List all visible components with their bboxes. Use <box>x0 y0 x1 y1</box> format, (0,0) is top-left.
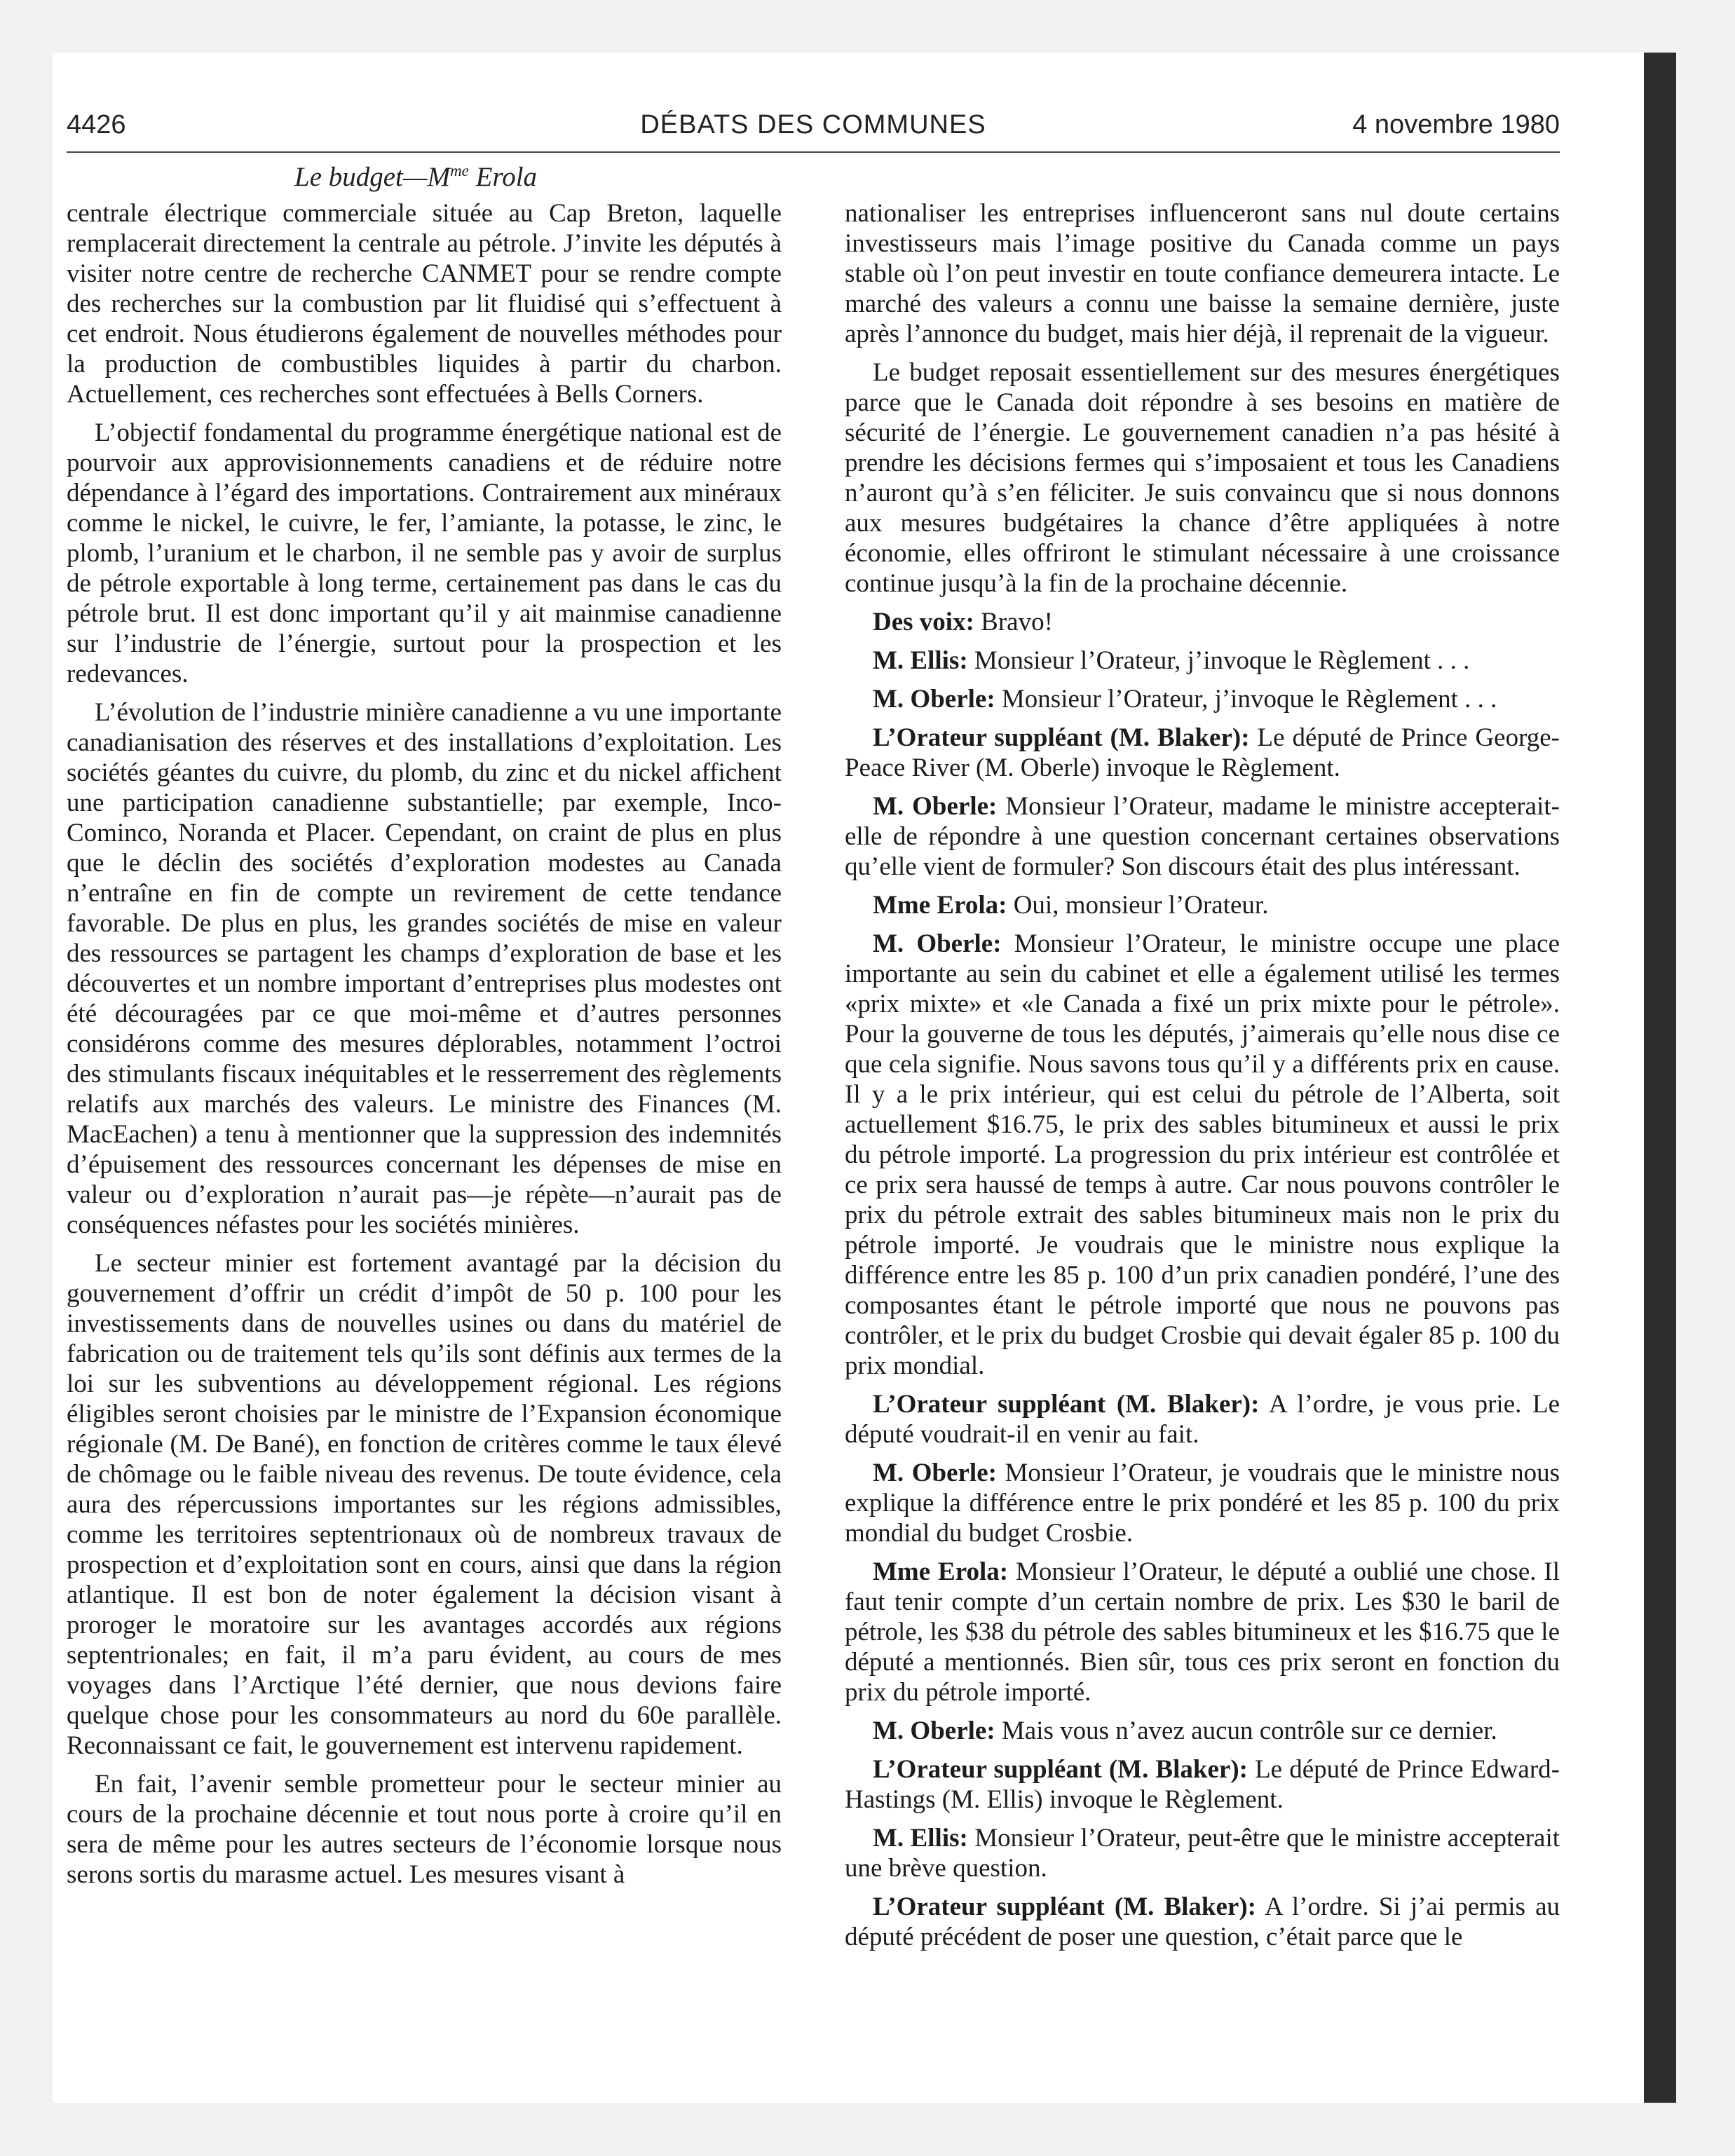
paragraph <box>845 357 1560 599</box>
speaker-name: Mme Erola: <box>873 891 1007 920</box>
intervention <box>845 1823 1560 1883</box>
speech-text: Monsieur l’Orateur, j’invoque le Règlement . . . <box>967 646 1470 675</box>
right-column <box>845 198 1560 1960</box>
running-head-suffix: Erola <box>468 162 538 192</box>
intervention <box>845 929 1560 1381</box>
intervention <box>845 791 1560 882</box>
intervention <box>845 607 1560 637</box>
speaker-name: L’Orateur suppléant (M. Blaker): <box>873 1892 1256 1921</box>
page-header <box>67 98 1560 153</box>
speech-text: nationaliser les entreprises influenceront sans nul doute certains investisseurs mais l’image positive du Canada comme un pays stable où l’on peut investir en toute confiance demeurera intacte. Le marché des valeurs a connu une baisse la semaine dernière, juste après l’annonce du budget, mais hier déjà, il reprenait de la vigueur. <box>845 199 1560 348</box>
speech-text: Monsieur l’Orateur, j’invoque le Règlement . . . <box>995 685 1497 714</box>
intervention <box>845 1389 1560 1449</box>
speech-text: Monsieur l’Orateur, je voudrais que le ministre nous explique la différence entre le prix pondéré et les 85 p. 100 du prix mondial du budget Crosbie. <box>845 1459 1560 1548</box>
scan-edge-bar <box>1644 53 1676 2103</box>
intervention <box>845 646 1560 676</box>
speech-text: A l’ordre. Si j’ai permis au député précédent de poser une question, c’était parce que le <box>845 1892 1560 1951</box>
intervention <box>845 1754 1560 1815</box>
speech-text: Monsieur l’Orateur, le député a oublié une chose. Il faut tenir compte d’un certain nombre de prix. Les $30 le baril de pétrole, les $38 du pétrole des sables bitumineux et les $16.75 que le député a mentionnés. Bien sûr, tous ces prix seront en fonction du prix du pétrole importé. <box>845 1557 1560 1707</box>
speech-text: Oui, monsieur l’Orateur. <box>1007 891 1269 920</box>
left-column <box>67 198 782 1898</box>
intervention <box>845 1557 1560 1707</box>
intervention <box>845 1716 1560 1746</box>
speaker-name: M. Oberle: <box>873 1717 995 1745</box>
page-number: 4426 <box>67 110 126 139</box>
paragraph: centrale électrique commerciale située au Cap Breton, laquelle remplacerait directement la centrale au pétrole. J’invite les députés à visiter notre centre de recherche CANMET pour se rendre compte des recherches sur la combustion par lit fluidisé qui s’effectuent à cet endroit. Nous étudierons également de nouvelles méthodes pour la production de combustibles liquides à partir du charbon. Actuellement, ces recherches sont effectuées à Bells Corners. <box>67 199 782 409</box>
speech-text: Bravo! <box>974 608 1053 636</box>
speech-text: Le budget reposait essentiellement sur des mesures énergétiques parce que le Canada doit répondre à ses besoins en matière de sécurité de l’énergie. Le gouvernement canadien n’a pas hésité à prendre les décisions fermes qui s’imposaient et tous les Canadiens n’auront qu’à s’en féliciter. Je suis convaincu que si nous donnons aux mesures budgétaires la chance d’être appliquées à notre économie, elles offriront le stimulant nécessaire à une croissance continue jusqu’à la fin de la prochaine décennie. <box>845 358 1560 598</box>
speech-text: Monsieur l’Orateur, le ministre occupe une place importante au sein du cabinet et elle a également utilisé les termes «prix mixte» et «le Canada a fixé un prix mixte pour le pétrole». Pour la gouverne de tous les députés, j’aimerais qu’elle nous dise ce que cela signifie. Nous savons tous qu’il y a différents prix en cause. Il y a le prix intérieur, qui est celui du pétrole de l’Alberta, soit actuellement $16.75, le prix des sables bitumineux et aussi le prix du pétrole importé. La progression du prix intérieur est contrôlée et ce prix sera haussé de temps à autre. Car nous pouvons contrôler le prix du pétrole extrait des sables bitumineux mais non le prix du pétrole importé. Je voudrais que le ministre nous explique la différence entre les 85 p. 100 d’un prix canadien pondéré, l’une des composantes étant le pétrole importé que nous ne pouvons pas contrôler, et le prix du budget Crosbie qui devait égaler 85 p. 100 du prix mondial. <box>845 929 1560 1380</box>
paragraph: En fait, l’avenir semble prometteur pour le secteur minier au cours de la prochaine décennie et tout nous porte à croire qu’il en sera de même pour les autres secteurs de l’économie lorsque nous serons sortis du marasme actuel. Les mesures visant à <box>67 1770 782 1889</box>
speaker-name: M. Ellis: <box>873 646 968 675</box>
speech-text: A l’ordre, je vous prie. Le député voudrait-il en venir au fait. <box>845 1390 1560 1449</box>
speaker-name: L’Orateur suppléant (M. Blaker): <box>873 1390 1260 1419</box>
speech-text: Le député de Prince George-Peace River (M. Oberle) invoque le Règlement. <box>845 723 1560 782</box>
running-head-sup: me <box>450 162 469 179</box>
speaker-name: Mme Erola: <box>873 1557 1009 1586</box>
paragraph: L’objectif fondamental du programme énergétique national est de pourvoir aux approvisionnements canadiens et de réduire notre dépendance à l’égard des importations. Contrairement aux minéraux comme le nickel, le cuivre, le fer, l’amiante, la potasse, le zinc, le plomb, l’uranium et le charbon, il ne semble pas y avoir de surplus de pétrole exportable à long terme, certainement pas dans le cas du pétrole brut. Il est donc important qu’il y ait mainmise canadienne sur l’industrie de l’énergie, surtout pour la prospection et les redevances. <box>67 418 782 688</box>
running-head <box>294 156 575 198</box>
intervention <box>845 1458 1560 1548</box>
speaker-name: L’Orateur suppléant (M. Blaker): <box>873 1755 1248 1784</box>
intervention <box>845 723 1560 783</box>
page-date: 4 novembre 1980 <box>1352 110 1560 139</box>
speaker-name: Des voix: <box>873 608 974 636</box>
intervention <box>845 890 1560 920</box>
paragraph: L’évolution de l’industrie minière canadienne a vu une importante canadianisation des réserves et des installations d’exploitation. Les sociétés géantes du cuivre, du plomb, du zinc et du nickel affichent une participation canadienne substantielle; par exemple, Inco-Cominco, Noranda et Placer. Cependant, on craint de plus en plus que le déclin des sociétés d’exploration modestes au Canada n’entraîne en fin de compte un revirement de cette tendance favorable. De plus en plus, les grandes sociétés de mise en valeur des ressources se partagent les champs d’exploration de base et les découvertes et un nombre important d’entreprises plus modestes ont été découragées par ce que moi-même et d’autres personnes considérons comme des mesures déplorables, notamment l’octroi des stimulants fiscaux inéquitables et le resserrement des règlements relatifs aux marchés des valeurs. Le ministre des Finances (M. MacEachen) a tenu à mentionner que la suppression des indemnités d’épuisement des ressources concernant les dépenses de mise en valeur ou d’exploration n’aurait pas—je répète—n’aurait pas de conséquences néfastes pour les sociétés minières. <box>67 698 782 1239</box>
speaker-name: L’Orateur suppléant (M. Blaker): <box>873 723 1250 752</box>
speech-text: Le député de Prince Edward-Hastings (M. Ellis) invoque le Règlement. <box>845 1755 1560 1814</box>
speaker-name: M. Oberle: <box>873 685 995 714</box>
paragraph <box>845 198 1560 349</box>
speech-text: Monsieur l’Orateur, peut-être que le ministre accepterait une brève question. <box>845 1824 1560 1883</box>
speaker-name: M. Oberle: <box>873 792 998 821</box>
intervention <box>845 1892 1560 1952</box>
speaker-name: M. Ellis: <box>873 1824 968 1853</box>
paragraph: Le secteur minier est fortement avantagé par la décision du gouvernement d’offrir un crédit d’impôt de 50 p. 100 pour les investissements dans de nouvelles usines ou dans du matériel de fabrication ou de traitement tels qu’ils sont définis aux termes de la loi sur les subventions au développement régional. Les régions éligibles seront choisies par le ministre de l’Expansion économique régionale (M. De Bané), en fonction de critères comme le taux élevé de chômage ou le faible niveau des revenus. De toute évidence, cela aura des répercussions importantes sur les régions admissibles, comme les territoires septentrionaux où de nombreux travaux de prospection et d’exploitation sont en cours, ainsi que dans la région atlantique. Il est bon de noter également la décision visant à proroger le moratoire sur les avantages accordés aux régions septentrionales; en fait, il m’a paru évident, au cours de mes voyages dans l’Arctique l’été dernier, que nous devions faire quelque chose pour les consommateurs au nord du 60e parallèle. Reconnaissant ce fait, le gouvernement est intervenu rapidement. <box>67 1249 782 1760</box>
speaker-name: M. Oberle: <box>873 929 1002 958</box>
speech-text: Monsieur l’Orateur, madame le ministre accepterait-elle de répondre à une question concernant certaines observations qu’elle vient de formuler? Son discours était des plus intéressant. <box>845 792 1560 881</box>
running-head-prefix: Le budget—M <box>294 162 451 192</box>
speech-text: Mais vous n’avez aucun contrôle sur ce dernier. <box>995 1717 1497 1745</box>
intervention <box>845 684 1560 714</box>
publication-title: DÉBATS DES COMMUNES <box>640 110 986 139</box>
speaker-name: M. Oberle: <box>873 1459 997 1487</box>
